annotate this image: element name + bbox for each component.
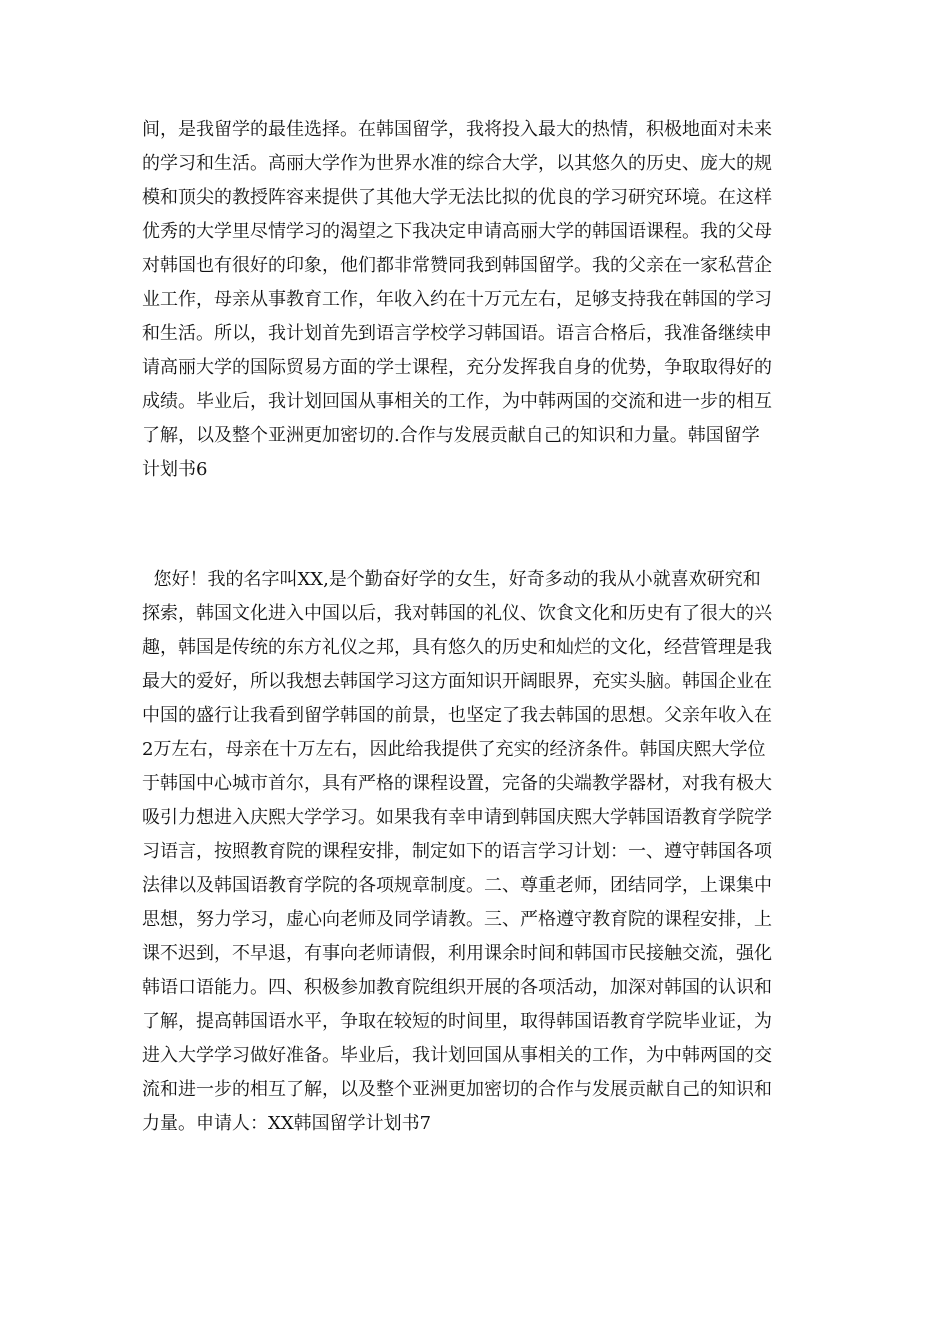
text-line: 思想，努力学习，虚心向老师及同学请教。三、严格遵守教育院的课程安排，上 [142, 909, 772, 930]
text-line: 法律以及韩国语教育学院的各项规章制度。二、尊重老师，团结同学，上课集中 [142, 875, 772, 896]
text-line: 流和进一步的相互了解，以及整个亚洲更加密切的合作与发展贡献自己的知识和 [142, 1079, 772, 1100]
paragraph-study-plan-7 [142, 563, 822, 1141]
section-heading: 计划书6 [142, 459, 208, 480]
text-line: 韩语口语能力。四、积极参加教育院组织开展的各项活动，加深对韩国的认识和 [142, 977, 772, 998]
text-line: 最大的爱好，所以我想去韩国学习这方面知识开阔眼界，充实头脑。韩国企业在 [142, 671, 772, 692]
text-line: 2万左右，母亲在十万左右，因此给我提供了充实的经济条件。韩国庆熙大学位 [142, 739, 766, 760]
text-line: 课不迟到，不早退，有事向老师请假，利用课余时间和韩国市民接触交流，强化 [142, 943, 772, 964]
text-line: 业工作，母亲从事教育工作，年收入约在十万元左右，足够支持我在韩国的学习 [142, 289, 772, 310]
text-line: 的学习和生活。高丽大学作为世界水准的综合大学，以其悠久的历史、庞大的规 [142, 153, 772, 174]
text-line: 吸引力想进入庆熙大学学习。如果我有幸申请到韩国庆熙大学韩国语教育学院学 [142, 807, 772, 828]
text-line: 优秀的大学里尽情学习的渴望之下我决定申请高丽大学的韩国语课程。我的父母 [142, 221, 772, 242]
text-line: 趣，韩国是传统的东方礼仪之邦，具有悠久的历史和灿烂的文化，经营管理是我 [142, 637, 772, 658]
text-line: 模和顶尖的教授阵容来提供了其他大学无法比拟的优良的学习研究环境。在这样 [142, 187, 772, 208]
text-line: 成绩。毕业后，我计划回国从事相关的工作，为中韩两国的交流和进一步的相互 [142, 391, 772, 412]
paragraph-study-plan-6 [142, 113, 822, 487]
text-line: 探索，韩国文化进入中国以后，我对韩国的礼仪、饮食文化和历史有了很大的兴 [142, 603, 772, 624]
text-line: 您好！我的名字叫XX,是个勤奋好学的女生，好奇多动的我从小就喜欢研究和 [142, 569, 761, 590]
text-line: 中国的盛行让我看到留学韩国的前景，也坚定了我去韩国的思想。父亲年收入在 [142, 705, 772, 726]
text-line: 进入大学学习做好准备。毕业后，我计划回国从事相关的工作，为中韩两国的交 [142, 1045, 772, 1066]
text-line: 请高丽大学的国际贸易方面的学士课程，充分发挥我自身的优势，争取取得好的 [142, 357, 772, 378]
text-line: 了解，以及整个亚洲更加密切的.合作与发展贡献自己的知识和力量。韩国留学 [142, 425, 760, 446]
text-line: 间，是我留学的最佳选择。在韩国留学，我将投入最大的热情，积极地面对未来 [142, 119, 772, 140]
signature-line: 力量。申请人：XX韩国留学计划书7 [142, 1113, 432, 1134]
text-line: 习语言，按照教育院的课程安排，制定如下的语言学习计划：一、遵守韩国各项 [142, 841, 772, 862]
text-line: 对韩国也有很好的印象，他们都非常赞同我到韩国留学。我的父亲在一家私营企 [142, 255, 772, 276]
text-line: 了解，提高韩国语水平，争取在较短的时间里，取得韩国语教育学院毕业证，为 [142, 1011, 772, 1032]
text-line: 和生活。所以，我计划首先到语言学校学习韩国语。语言合格后，我准备继续申 [142, 323, 772, 344]
text-line: 于韩国中心城市首尔，具有严格的课程设置，完备的尖端教学器材，对我有极大 [142, 773, 772, 794]
